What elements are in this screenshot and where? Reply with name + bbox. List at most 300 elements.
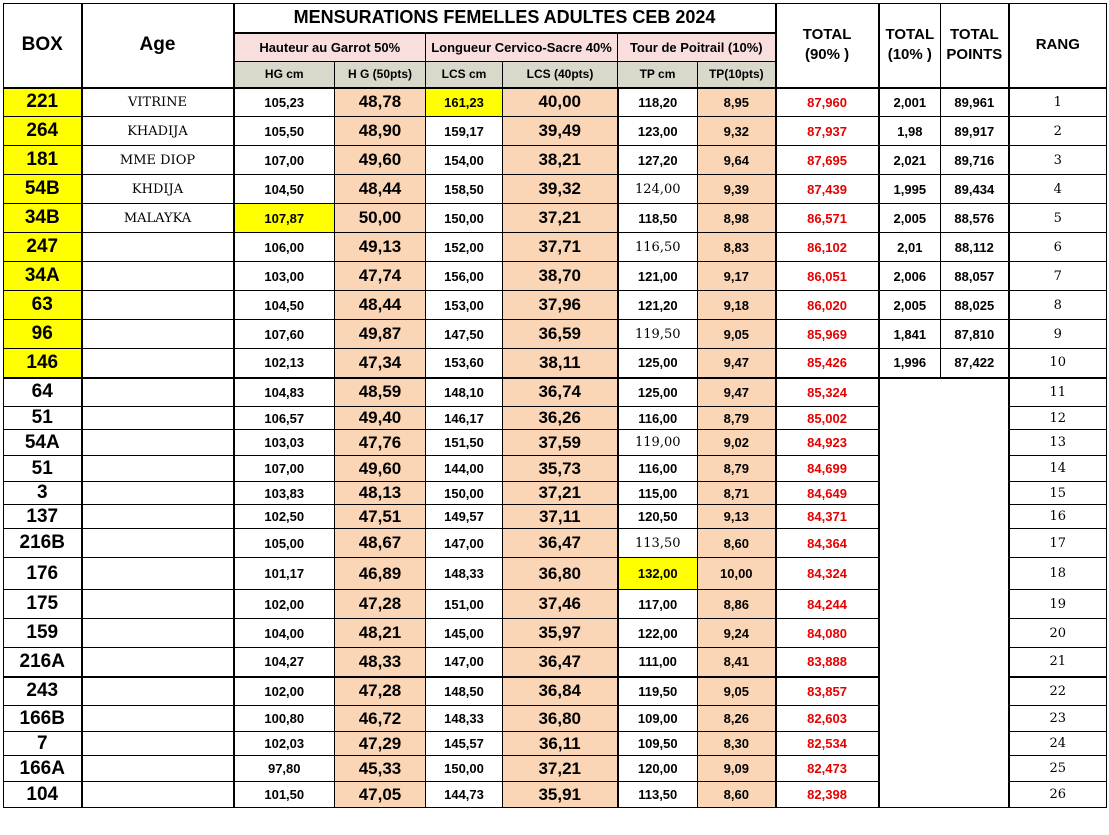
box-cell[interactable]: 63 — [4, 291, 82, 320]
rang-cell[interactable]: 15 — [1009, 482, 1107, 505]
total-90-cell[interactable]: 85,002 — [776, 407, 879, 430]
lcs-cm-cell[interactable]: 153,00 — [426, 291, 503, 320]
total-points-cell[interactable]: 89,716 — [941, 146, 1009, 175]
lcs-cm-cell[interactable]: 149,57 — [426, 505, 503, 529]
header-age[interactable]: Age — [82, 4, 234, 88]
total-90-cell[interactable]: 83,888 — [776, 648, 879, 677]
tp-points-cell[interactable]: 9,13 — [698, 505, 776, 529]
box-cell[interactable]: 166B — [4, 706, 82, 732]
lcs-cm-cell[interactable]: 150,00 — [426, 204, 503, 233]
age-cell[interactable] — [82, 648, 234, 677]
tp-cm-cell[interactable]: 119,00 — [618, 430, 698, 456]
hg-cm-cell[interactable]: 103,00 — [234, 262, 335, 291]
hg-cm-cell[interactable]: 102,50 — [234, 505, 335, 529]
rang-cell[interactable]: 4 — [1009, 175, 1107, 204]
age-cell[interactable]: MALAYKA — [82, 204, 234, 233]
tp-points-cell[interactable]: 8,95 — [698, 88, 776, 117]
total-10-cell[interactable]: 2,01 — [879, 233, 941, 262]
tp-points-cell[interactable]: 8,60 — [698, 782, 776, 808]
hg-cm-cell[interactable]: 105,23 — [234, 88, 335, 117]
age-cell[interactable] — [82, 529, 234, 558]
tp-points-cell[interactable]: 9,17 — [698, 262, 776, 291]
hg-cm-cell[interactable]: 97,80 — [234, 756, 335, 782]
total-10-cell[interactable]: 1,996 — [879, 349, 941, 378]
total-points-cell[interactable]: 87,810 — [941, 320, 1009, 349]
box-cell[interactable]: 34B — [4, 204, 82, 233]
header-total-points[interactable] — [941, 4, 1009, 88]
total-points-cell[interactable]: 89,961 — [941, 88, 1009, 117]
lcs-points-cell[interactable]: 37,21 — [503, 756, 618, 782]
rang-cell[interactable]: 1 — [1009, 88, 1107, 117]
total-90-cell[interactable]: 86,102 — [776, 233, 879, 262]
box-cell[interactable]: 216B — [4, 529, 82, 558]
total-10-cell[interactable]: 1,841 — [879, 320, 941, 349]
total-10-cell[interactable]: 1,98 — [879, 117, 941, 146]
lcs-cm-cell[interactable]: 152,00 — [426, 233, 503, 262]
hg-points-cell[interactable]: 47,28 — [335, 590, 426, 619]
total-points-cell[interactable]: 87,422 — [941, 349, 1009, 378]
age-cell[interactable] — [82, 782, 234, 808]
total-90-cell[interactable]: 82,603 — [776, 706, 879, 732]
age-cell[interactable] — [82, 732, 234, 756]
rang-cell[interactable]: 16 — [1009, 505, 1107, 529]
total-points-cell[interactable]: 88,057 — [941, 262, 1009, 291]
box-cell[interactable]: 243 — [4, 677, 82, 706]
rang-cell[interactable]: 21 — [1009, 648, 1107, 677]
rang-cell[interactable]: 13 — [1009, 430, 1107, 456]
box-cell[interactable]: 146 — [4, 349, 82, 378]
tp-points-cell[interactable]: 8,98 — [698, 204, 776, 233]
age-cell[interactable] — [82, 349, 234, 378]
hg-points-cell[interactable]: 49,87 — [335, 320, 426, 349]
lcs-points-cell[interactable]: 35,91 — [503, 782, 618, 808]
lcs-points-cell[interactable]: 36,59 — [503, 320, 618, 349]
tp-cm-cell[interactable]: 125,00 — [618, 349, 698, 378]
hg-cm-cell[interactable]: 104,50 — [234, 175, 335, 204]
lcs-points-cell[interactable]: 36,84 — [503, 677, 618, 706]
lcs-points-cell[interactable]: 35,97 — [503, 619, 618, 648]
tp-cm-cell[interactable]: 113,50 — [618, 529, 698, 558]
tp-cm-cell[interactable]: 116,00 — [618, 407, 698, 430]
total-90-cell[interactable]: 84,080 — [776, 619, 879, 648]
tp-points-cell[interactable]: 9,05 — [698, 320, 776, 349]
total-90-cell[interactable]: 85,969 — [776, 320, 879, 349]
age-cell[interactable] — [82, 590, 234, 619]
hg-points-cell[interactable]: 47,28 — [335, 677, 426, 706]
box-cell[interactable]: 96 — [4, 320, 82, 349]
rang-cell[interactable]: 8 — [1009, 291, 1107, 320]
hg-cm-cell[interactable]: 105,00 — [234, 529, 335, 558]
hg-points-cell[interactable]: 47,05 — [335, 782, 426, 808]
subheader-lcs-pts[interactable]: LCS (40pts) — [503, 62, 618, 88]
total-points-cell[interactable]: 88,025 — [941, 291, 1009, 320]
total-points-cell[interactable]: 89,917 — [941, 117, 1009, 146]
box-cell[interactable]: 264 — [4, 117, 82, 146]
total-90-cell[interactable]: 82,534 — [776, 732, 879, 756]
age-cell[interactable] — [82, 407, 234, 430]
hg-cm-cell[interactable]: 104,50 — [234, 291, 335, 320]
lcs-cm-cell[interactable]: 146,17 — [426, 407, 503, 430]
hg-cm-cell[interactable]: 100,80 — [234, 706, 335, 732]
tp-cm-cell[interactable]: 111,00 — [618, 648, 698, 677]
tp-points-cell[interactable]: 8,86 — [698, 590, 776, 619]
box-cell[interactable]: 247 — [4, 233, 82, 262]
hg-points-cell[interactable]: 48,33 — [335, 648, 426, 677]
total-10-cell[interactable]: 2,006 — [879, 262, 941, 291]
hg-points-cell[interactable]: 46,89 — [335, 558, 426, 590]
lcs-cm-cell[interactable]: 151,00 — [426, 590, 503, 619]
hg-points-cell[interactable]: 45,33 — [335, 756, 426, 782]
total-10-cell[interactable]: 2,005 — [879, 291, 941, 320]
lcs-points-cell[interactable]: 35,73 — [503, 456, 618, 482]
total-90-cell[interactable]: 85,426 — [776, 349, 879, 378]
rang-cell[interactable]: 9 — [1009, 320, 1107, 349]
lcs-points-cell[interactable]: 36,80 — [503, 706, 618, 732]
hg-points-cell[interactable]: 47,51 — [335, 505, 426, 529]
header-box[interactable]: BOX — [4, 4, 82, 88]
hg-cm-cell[interactable]: 102,00 — [234, 677, 335, 706]
total-90-cell[interactable]: 84,324 — [776, 558, 879, 590]
tp-cm-cell[interactable]: 116,50 — [618, 233, 698, 262]
lcs-cm-cell[interactable]: 147,00 — [426, 648, 503, 677]
age-cell[interactable] — [82, 505, 234, 529]
hg-cm-cell[interactable]: 103,83 — [234, 482, 335, 505]
lcs-cm-cell[interactable]: 156,00 — [426, 262, 503, 291]
box-cell[interactable]: 137 — [4, 505, 82, 529]
age-cell[interactable] — [82, 677, 234, 706]
lcs-cm-cell[interactable]: 144,73 — [426, 782, 503, 808]
total-10-cell[interactable]: 2,021 — [879, 146, 941, 175]
tp-points-cell[interactable]: 8,79 — [698, 456, 776, 482]
tp-points-cell[interactable]: 9,02 — [698, 430, 776, 456]
tp-cm-cell[interactable]: 118,50 — [618, 204, 698, 233]
total-points-cell[interactable]: 88,112 — [941, 233, 1009, 262]
hg-points-cell[interactable]: 49,60 — [335, 456, 426, 482]
tp-cm-cell[interactable]: 117,00 — [618, 590, 698, 619]
total-90-cell[interactable]: 84,649 — [776, 482, 879, 505]
lcs-points-cell[interactable]: 37,59 — [503, 430, 618, 456]
rang-cell[interactable]: 5 — [1009, 204, 1107, 233]
rang-cell[interactable]: 26 — [1009, 782, 1107, 808]
lcs-points-cell[interactable]: 37,21 — [503, 204, 618, 233]
hg-cm-cell[interactable]: 101,17 — [234, 558, 335, 590]
rang-cell[interactable]: 18 — [1009, 558, 1107, 590]
lcs-points-cell[interactable]: 37,11 — [503, 505, 618, 529]
hg-points-cell[interactable]: 50,00 — [335, 204, 426, 233]
subheader-tp-cm[interactable]: TP cm — [618, 62, 698, 88]
group-longueur-cervico-sacre[interactable]: Longueur Cervico-Sacre 40% — [426, 33, 618, 62]
lcs-points-cell[interactable]: 37,21 — [503, 482, 618, 505]
lcs-points-cell[interactable]: 37,96 — [503, 291, 618, 320]
lcs-points-cell[interactable]: 36,74 — [503, 378, 618, 407]
lcs-points-cell[interactable]: 39,49 — [503, 117, 618, 146]
hg-points-cell[interactable]: 49,13 — [335, 233, 426, 262]
tp-points-cell[interactable]: 9,24 — [698, 619, 776, 648]
age-cell[interactable] — [82, 619, 234, 648]
tp-cm-cell[interactable]: 115,00 — [618, 482, 698, 505]
rang-cell[interactable]: 17 — [1009, 529, 1107, 558]
age-cell[interactable] — [82, 456, 234, 482]
tp-cm-cell[interactable]: 124,00 — [618, 175, 698, 204]
tp-points-cell[interactable]: 8,60 — [698, 529, 776, 558]
box-cell[interactable]: 7 — [4, 732, 82, 756]
lcs-points-cell[interactable]: 40,00 — [503, 88, 618, 117]
subheader-hg-pts[interactable]: H G (50pts) — [335, 62, 426, 88]
lcs-points-cell[interactable]: 38,11 — [503, 349, 618, 378]
tp-points-cell[interactable]: 9,18 — [698, 291, 776, 320]
tp-cm-cell[interactable]: 113,50 — [618, 782, 698, 808]
hg-cm-cell[interactable]: 107,00 — [234, 456, 335, 482]
tp-cm-cell[interactable]: 119,50 — [618, 320, 698, 349]
total-90-cell[interactable]: 82,398 — [776, 782, 879, 808]
box-cell[interactable]: 51 — [4, 407, 82, 430]
group-hauteur-garrot[interactable]: Hauteur au Garrot 50% — [234, 33, 426, 62]
age-cell[interactable] — [82, 558, 234, 590]
age-cell[interactable] — [82, 378, 234, 407]
hg-points-cell[interactable]: 46,72 — [335, 706, 426, 732]
total-90-cell[interactable]: 87,960 — [776, 88, 879, 117]
total-points-cell[interactable]: 89,434 — [941, 175, 1009, 204]
lcs-points-cell[interactable]: 36,80 — [503, 558, 618, 590]
hg-points-cell[interactable]: 48,44 — [335, 291, 426, 320]
box-cell[interactable]: 64 — [4, 378, 82, 407]
age-cell[interactable]: MME DIOP — [82, 146, 234, 175]
box-cell[interactable]: 176 — [4, 558, 82, 590]
lcs-cm-cell[interactable]: 150,00 — [426, 482, 503, 505]
tp-points-cell[interactable]: 9,47 — [698, 349, 776, 378]
age-cell[interactable]: KHDIJA — [82, 175, 234, 204]
total-10-cell[interactable]: 2,005 — [879, 204, 941, 233]
total-90-cell[interactable]: 87,937 — [776, 117, 879, 146]
hg-points-cell[interactable]: 47,34 — [335, 349, 426, 378]
rang-cell[interactable]: 6 — [1009, 233, 1107, 262]
lcs-cm-cell[interactable]: 153,60 — [426, 349, 503, 378]
box-cell[interactable]: 159 — [4, 619, 82, 648]
lcs-cm-cell[interactable]: 151,50 — [426, 430, 503, 456]
lcs-points-cell[interactable]: 38,70 — [503, 262, 618, 291]
box-cell[interactable]: 166A — [4, 756, 82, 782]
box-cell[interactable]: 221 — [4, 88, 82, 117]
age-cell[interactable] — [82, 291, 234, 320]
hg-points-cell[interactable]: 48,90 — [335, 117, 426, 146]
total-90-cell[interactable]: 84,699 — [776, 456, 879, 482]
lcs-cm-cell[interactable]: 159,17 — [426, 117, 503, 146]
subheader-tp-pts[interactable]: TP(10pts) — [698, 62, 776, 88]
rang-cell[interactable]: 24 — [1009, 732, 1107, 756]
total-90-cell[interactable]: 85,324 — [776, 378, 879, 407]
rang-cell[interactable]: 11 — [1009, 378, 1107, 407]
total-10-cell[interactable]: 2,001 — [879, 88, 941, 117]
lcs-cm-cell[interactable]: 158,50 — [426, 175, 503, 204]
age-cell[interactable] — [82, 233, 234, 262]
hg-cm-cell[interactable]: 107,00 — [234, 146, 335, 175]
tp-points-cell[interactable]: 8,26 — [698, 706, 776, 732]
tp-cm-cell[interactable]: 121,20 — [618, 291, 698, 320]
tp-cm-cell[interactable]: 125,00 — [618, 378, 698, 407]
header-total-10[interactable] — [879, 4, 941, 88]
tp-cm-cell[interactable]: 119,50 — [618, 677, 698, 706]
hg-cm-cell[interactable]: 103,03 — [234, 430, 335, 456]
tp-points-cell[interactable]: 10,00 — [698, 558, 776, 590]
tp-points-cell[interactable]: 9,32 — [698, 117, 776, 146]
age-cell[interactable] — [82, 482, 234, 505]
rang-cell[interactable]: 3 — [1009, 146, 1107, 175]
hg-cm-cell[interactable]: 106,57 — [234, 407, 335, 430]
tp-points-cell[interactable]: 9,64 — [698, 146, 776, 175]
tp-cm-cell[interactable]: 127,20 — [618, 146, 698, 175]
age-cell[interactable] — [82, 706, 234, 732]
lcs-points-cell[interactable]: 36,47 — [503, 648, 618, 677]
hg-cm-cell[interactable]: 102,00 — [234, 590, 335, 619]
lcs-cm-cell[interactable]: 147,50 — [426, 320, 503, 349]
tp-cm-cell[interactable]: 121,00 — [618, 262, 698, 291]
tp-cm-cell[interactable]: 120,00 — [618, 756, 698, 782]
age-cell[interactable] — [82, 262, 234, 291]
rang-cell[interactable]: 23 — [1009, 706, 1107, 732]
tp-cm-cell[interactable]: 132,00 — [618, 558, 698, 590]
total-90-cell[interactable]: 84,923 — [776, 430, 879, 456]
lcs-points-cell[interactable]: 36,47 — [503, 529, 618, 558]
lcs-cm-cell[interactable]: 161,23 — [426, 88, 503, 117]
total-90-cell[interactable]: 86,020 — [776, 291, 879, 320]
tp-points-cell[interactable]: 8,79 — [698, 407, 776, 430]
age-cell[interactable] — [82, 430, 234, 456]
total-90-cell[interactable]: 84,244 — [776, 590, 879, 619]
hg-points-cell[interactable]: 48,13 — [335, 482, 426, 505]
tp-points-cell[interactable]: 8,41 — [698, 648, 776, 677]
box-cell[interactable]: 175 — [4, 590, 82, 619]
hg-cm-cell[interactable]: 104,27 — [234, 648, 335, 677]
total-90-cell[interactable]: 82,473 — [776, 756, 879, 782]
rang-cell[interactable]: 22 — [1009, 677, 1107, 706]
rang-cell[interactable]: 25 — [1009, 756, 1107, 782]
total-90-cell[interactable]: 87,439 — [776, 175, 879, 204]
box-cell[interactable]: 51 — [4, 456, 82, 482]
tp-points-cell[interactable]: 9,39 — [698, 175, 776, 204]
page-title: MENSURATIONS FEMELLES ADULTES CEB 2024 — [234, 4, 776, 33]
hg-cm-cell[interactable]: 104,83 — [234, 378, 335, 407]
lcs-points-cell[interactable]: 39,32 — [503, 175, 618, 204]
lcs-points-cell[interactable]: 36,11 — [503, 732, 618, 756]
hg-points-cell[interactable]: 48,44 — [335, 175, 426, 204]
lcs-cm-cell[interactable]: 145,57 — [426, 732, 503, 756]
tp-points-cell[interactable]: 9,05 — [698, 677, 776, 706]
rang-cell[interactable]: 20 — [1009, 619, 1107, 648]
table-row — [4, 291, 1107, 320]
lcs-points-cell[interactable]: 37,71 — [503, 233, 618, 262]
header-rang[interactable]: RANG — [1009, 4, 1107, 88]
box-cell[interactable]: 54B — [4, 175, 82, 204]
tp-cm-cell[interactable]: 120,50 — [618, 505, 698, 529]
table-row — [4, 146, 1107, 175]
age-cell[interactable]: KHADIJA — [82, 117, 234, 146]
lcs-cm-cell[interactable]: 150,00 — [426, 756, 503, 782]
rang-cell[interactable]: 12 — [1009, 407, 1107, 430]
hg-cm-cell[interactable]: 105,50 — [234, 117, 335, 146]
total-90-cell[interactable]: 86,571 — [776, 204, 879, 233]
lcs-cm-cell[interactable]: 154,00 — [426, 146, 503, 175]
hg-cm-cell[interactable]: 107,87 — [234, 204, 335, 233]
tp-cm-cell[interactable]: 123,00 — [618, 117, 698, 146]
hg-points-cell[interactable]: 48,67 — [335, 529, 426, 558]
empty-merged-totals-cell[interactable] — [879, 378, 1009, 808]
lcs-cm-cell[interactable]: 148,33 — [426, 706, 503, 732]
hg-cm-cell[interactable]: 102,13 — [234, 349, 335, 378]
hg-cm-cell[interactable]: 101,50 — [234, 782, 335, 808]
box-cell[interactable]: 181 — [4, 146, 82, 175]
hg-points-cell[interactable]: 48,78 — [335, 88, 426, 117]
box-cell[interactable]: 104 — [4, 782, 82, 808]
hg-points-cell[interactable]: 49,60 — [335, 146, 426, 175]
age-cell[interactable] — [82, 320, 234, 349]
header-total-90[interactable] — [776, 4, 879, 88]
tp-cm-cell[interactable]: 109,00 — [618, 706, 698, 732]
total-10-cell[interactable]: 1,995 — [879, 175, 941, 204]
tp-cm-cell[interactable]: 116,00 — [618, 456, 698, 482]
table-row — [4, 175, 1107, 204]
tp-points-cell[interactable]: 8,30 — [698, 732, 776, 756]
hg-cm-cell[interactable]: 106,00 — [234, 233, 335, 262]
rang-cell[interactable]: 10 — [1009, 349, 1107, 378]
rang-cell[interactable]: 19 — [1009, 590, 1107, 619]
lcs-cm-cell[interactable]: 144,00 — [426, 456, 503, 482]
tp-cm-cell[interactable]: 109,50 — [618, 732, 698, 756]
total-90-cell[interactable]: 87,695 — [776, 146, 879, 175]
lcs-cm-cell[interactable]: 148,50 — [426, 677, 503, 706]
box-cell[interactable]: 34A — [4, 262, 82, 291]
hg-cm-cell[interactable]: 104,00 — [234, 619, 335, 648]
subheader-lcs-cm[interactable]: LCS cm — [426, 62, 503, 88]
group-tour-poitrail[interactable]: Tour de Poitrail (10%) — [618, 33, 776, 62]
total-90-cell[interactable]: 84,371 — [776, 505, 879, 529]
lcs-points-cell[interactable]: 38,21 — [503, 146, 618, 175]
total-90-cell[interactable]: 83,857 — [776, 677, 879, 706]
total-90-cell[interactable]: 84,364 — [776, 529, 879, 558]
tp-cm-cell[interactable]: 122,00 — [618, 619, 698, 648]
lcs-cm-cell[interactable]: 148,33 — [426, 558, 503, 590]
box-cell[interactable]: 3 — [4, 482, 82, 505]
rang-cell[interactable]: 14 — [1009, 456, 1107, 482]
hg-cm-cell[interactable]: 102,03 — [234, 732, 335, 756]
tp-points-cell[interactable]: 8,71 — [698, 482, 776, 505]
subheader-hg-cm[interactable]: HG cm — [234, 62, 335, 88]
lcs-points-cell[interactable]: 37,46 — [503, 590, 618, 619]
hg-points-cell[interactable]: 47,74 — [335, 262, 426, 291]
hg-points-cell[interactable]: 47,29 — [335, 732, 426, 756]
lcs-cm-cell[interactable]: 145,00 — [426, 619, 503, 648]
tp-cm-cell[interactable]: 118,20 — [618, 88, 698, 117]
total-points-cell[interactable]: 88,576 — [941, 204, 1009, 233]
lcs-points-cell[interactable]: 36,26 — [503, 407, 618, 430]
age-cell[interactable]: VITRINE — [82, 88, 234, 117]
rang-cell[interactable]: 2 — [1009, 117, 1107, 146]
box-cell[interactable]: 216A — [4, 648, 82, 677]
tp-points-cell[interactable]: 9,09 — [698, 756, 776, 782]
tp-points-cell[interactable]: 9,47 — [698, 378, 776, 407]
hg-points-cell[interactable]: 48,21 — [335, 619, 426, 648]
lcs-cm-cell[interactable]: 147,00 — [426, 529, 503, 558]
hg-cm-cell[interactable]: 107,60 — [234, 320, 335, 349]
hg-points-cell[interactable]: 49,40 — [335, 407, 426, 430]
tp-points-cell[interactable]: 8,83 — [698, 233, 776, 262]
hg-points-cell[interactable]: 47,76 — [335, 430, 426, 456]
box-cell[interactable]: 54A — [4, 430, 82, 456]
age-cell[interactable] — [82, 756, 234, 782]
rang-cell[interactable]: 7 — [1009, 262, 1107, 291]
hg-points-cell[interactable]: 48,59 — [335, 378, 426, 407]
lcs-cm-cell[interactable]: 148,10 — [426, 378, 503, 407]
total-90-cell[interactable]: 86,051 — [776, 262, 879, 291]
